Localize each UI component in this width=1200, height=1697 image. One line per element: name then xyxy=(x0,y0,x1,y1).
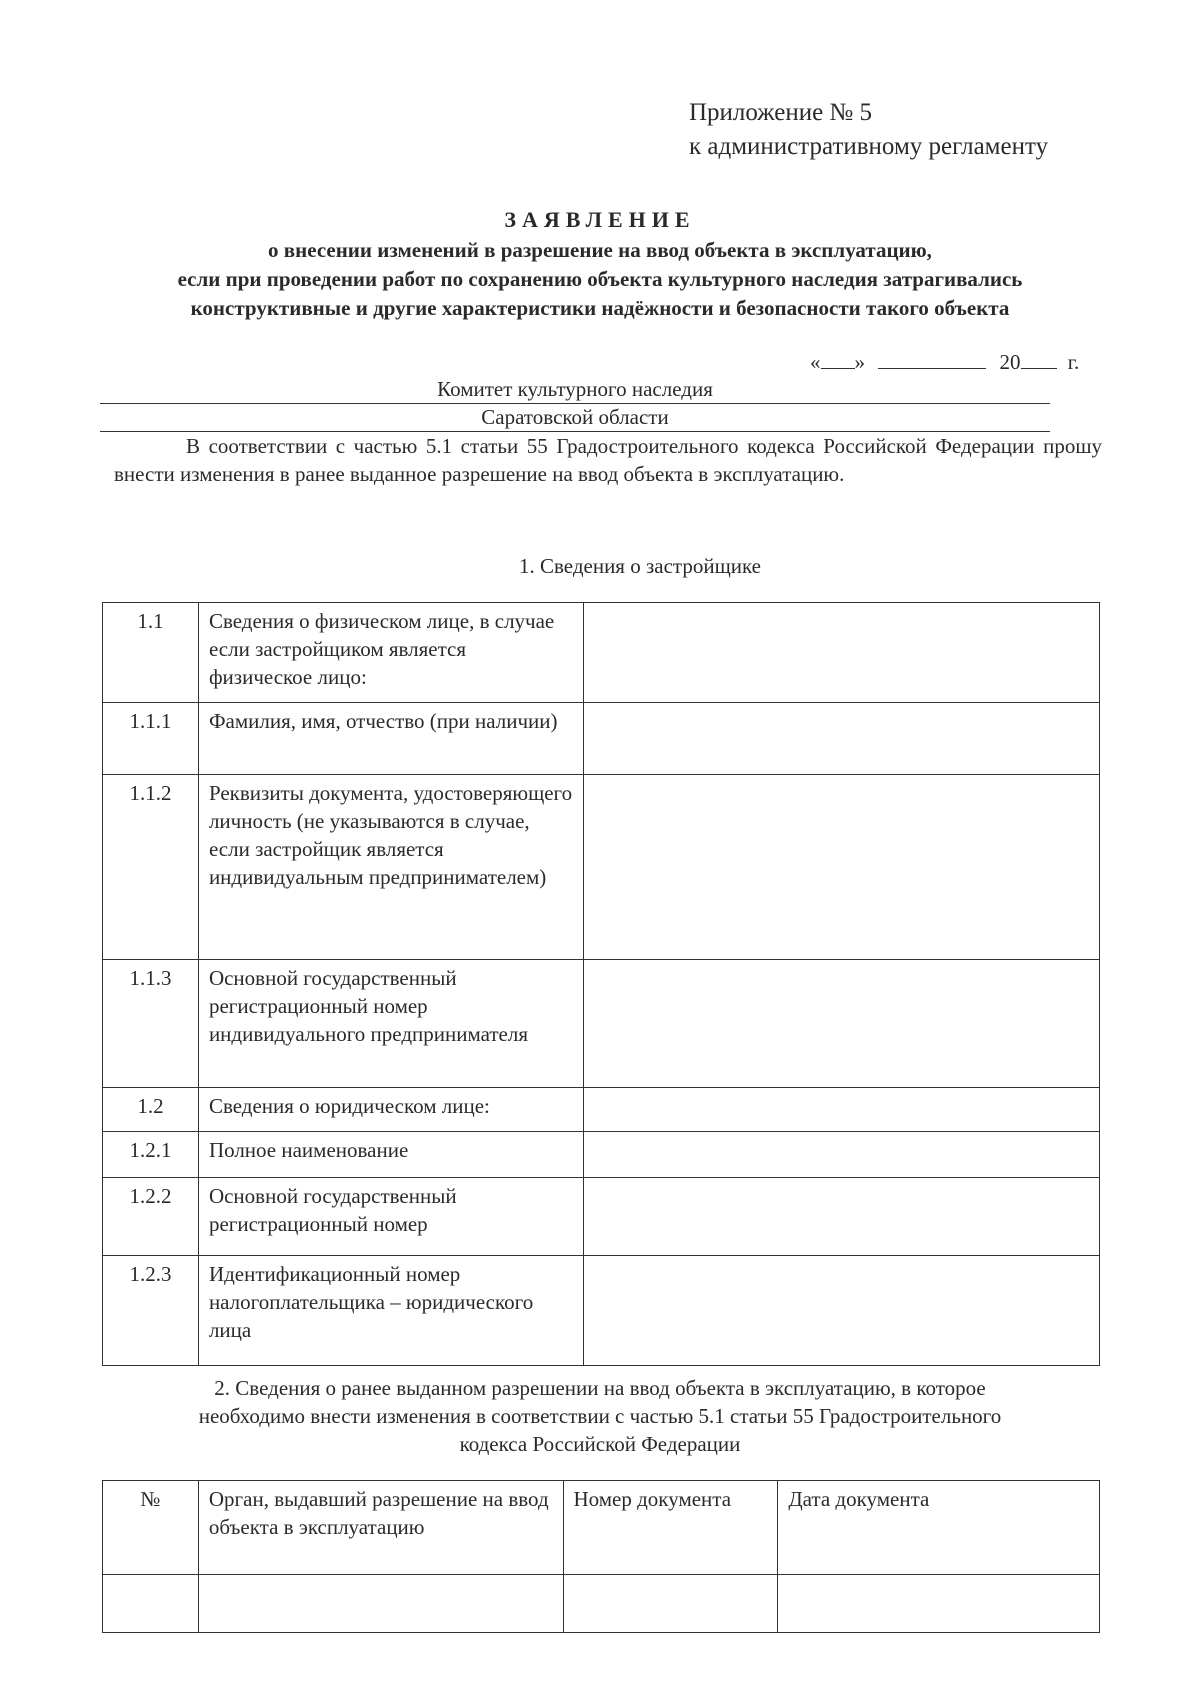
applicant-table xyxy=(102,602,1100,1366)
row-number: 1.1 xyxy=(103,603,199,703)
row-value-field[interactable] xyxy=(583,1256,1099,1366)
table-row xyxy=(103,603,1100,703)
row-number: 1.2.3 xyxy=(103,1256,199,1366)
year-suffix: г. xyxy=(1067,350,1080,374)
table-row xyxy=(103,1575,1100,1633)
row-label: Полное наименование xyxy=(198,1132,583,1178)
table-row xyxy=(103,1132,1100,1178)
row-label: Сведения о юридическом лице: xyxy=(198,1088,583,1132)
document-title xyxy=(100,204,1100,323)
month-field[interactable] xyxy=(878,350,986,369)
cell-document-number-field[interactable] xyxy=(563,1575,778,1633)
section2-heading xyxy=(100,1374,1100,1458)
section2-heading-line-1: 2. Сведения о ранее выданном разрешении на ввод объекта в эксплуатацию, в которое xyxy=(214,1376,986,1400)
addressee-name-2: Саратовской области xyxy=(481,405,669,429)
addressee-name-1: Комитет культурного наследия xyxy=(437,377,713,401)
column-header-document-date: Дата документа xyxy=(778,1481,1100,1575)
cell-authority-field[interactable] xyxy=(198,1575,563,1633)
row-number: 1.1.2 xyxy=(103,775,199,960)
row-number: 1.1.1 xyxy=(103,703,199,775)
column-header-authority: Орган, выдавший разрешение на ввод объекта в эксплуатацию xyxy=(198,1481,563,1575)
row-number: 1.2 xyxy=(103,1088,199,1132)
section2-heading-line-2: необходимо внести изменения в соответствии с частью 5.1 статьи 55 Градостроительного xyxy=(198,1404,1002,1428)
title-line-2: если при проведении работ по сохранению объекта культурного наследия затрагивались xyxy=(177,267,1023,291)
title-word: ЗАЯВЛЕНИЕ xyxy=(504,207,696,232)
section2-heading-line-3: кодекса Российской Федерации xyxy=(459,1432,741,1456)
date-close-quote: » xyxy=(854,350,865,374)
row-number: 1.2.1 xyxy=(103,1132,199,1178)
column-header-number: № xyxy=(103,1481,199,1575)
year-prefix: 20 xyxy=(999,350,1021,374)
appendix-number: Приложение № 5 xyxy=(689,99,873,126)
row-number: 1.1.3 xyxy=(103,960,199,1088)
cell-number-field[interactable] xyxy=(103,1575,199,1633)
row-label: Реквизиты документа, удостоверяющего личность (не указываются в случае, если застройщик является индивидуальным предпринимателем) xyxy=(198,775,583,960)
row-value-field[interactable] xyxy=(583,1132,1099,1178)
row-label: Фамилия, имя, отчество (при наличии) xyxy=(198,703,583,775)
table-header-row xyxy=(103,1481,1100,1575)
row-value-field[interactable] xyxy=(583,703,1099,775)
row-label: Идентификационный номер налогоплательщика – юридического лица xyxy=(198,1256,583,1366)
date-open-quote: « xyxy=(810,350,821,374)
row-number: 1.2.2 xyxy=(103,1178,199,1256)
appendix-reference: к административному регламенту xyxy=(689,133,1049,160)
cell-document-date-field[interactable] xyxy=(778,1575,1100,1633)
permit-table xyxy=(102,1480,1100,1633)
table-row xyxy=(103,1088,1100,1132)
row-label: Основной государственный регистрационный номер xyxy=(198,1178,583,1256)
addressee-line-1 xyxy=(100,376,1050,404)
row-value-field[interactable] xyxy=(583,603,1099,703)
table-row xyxy=(103,703,1100,775)
date-line xyxy=(810,350,1079,375)
appendix-header xyxy=(689,96,1048,164)
title-line-1: о внесении изменений в разрешение на ввод объекта в эксплуатацию, xyxy=(268,238,932,262)
table-row xyxy=(103,960,1100,1088)
year-field[interactable] xyxy=(1021,350,1057,369)
row-value-field[interactable] xyxy=(583,1178,1099,1256)
row-value-field[interactable] xyxy=(583,960,1099,1088)
intro-paragraph xyxy=(114,432,1102,488)
section1-heading: 1. Сведения о застройщике xyxy=(518,554,761,578)
addressee-line-2 xyxy=(100,404,1050,432)
table-row xyxy=(103,1256,1100,1366)
title-line-3: конструктивные и другие характеристики надёжности и безопасности такого объекта xyxy=(190,296,1010,320)
intro-text: В соответствии с частью 5.1 статьи 55 Градостроительного кодекса Российской Федерации прошу внести изменения в ранее выданное разрешение на ввод объекта в эксплуатацию. xyxy=(114,434,1102,486)
row-value-field[interactable] xyxy=(583,775,1099,960)
table-row xyxy=(103,1178,1100,1256)
day-field[interactable] xyxy=(821,350,855,369)
column-header-document-number: Номер документа xyxy=(563,1481,778,1575)
table-row xyxy=(103,775,1100,960)
row-label: Сведения о физическом лице, в случае если застройщиком является физическое лицо: xyxy=(198,603,583,703)
row-value-field[interactable] xyxy=(583,1088,1099,1132)
row-label: Основной государственный регистрационный номер индивидуального предпринимателя xyxy=(198,960,583,1088)
